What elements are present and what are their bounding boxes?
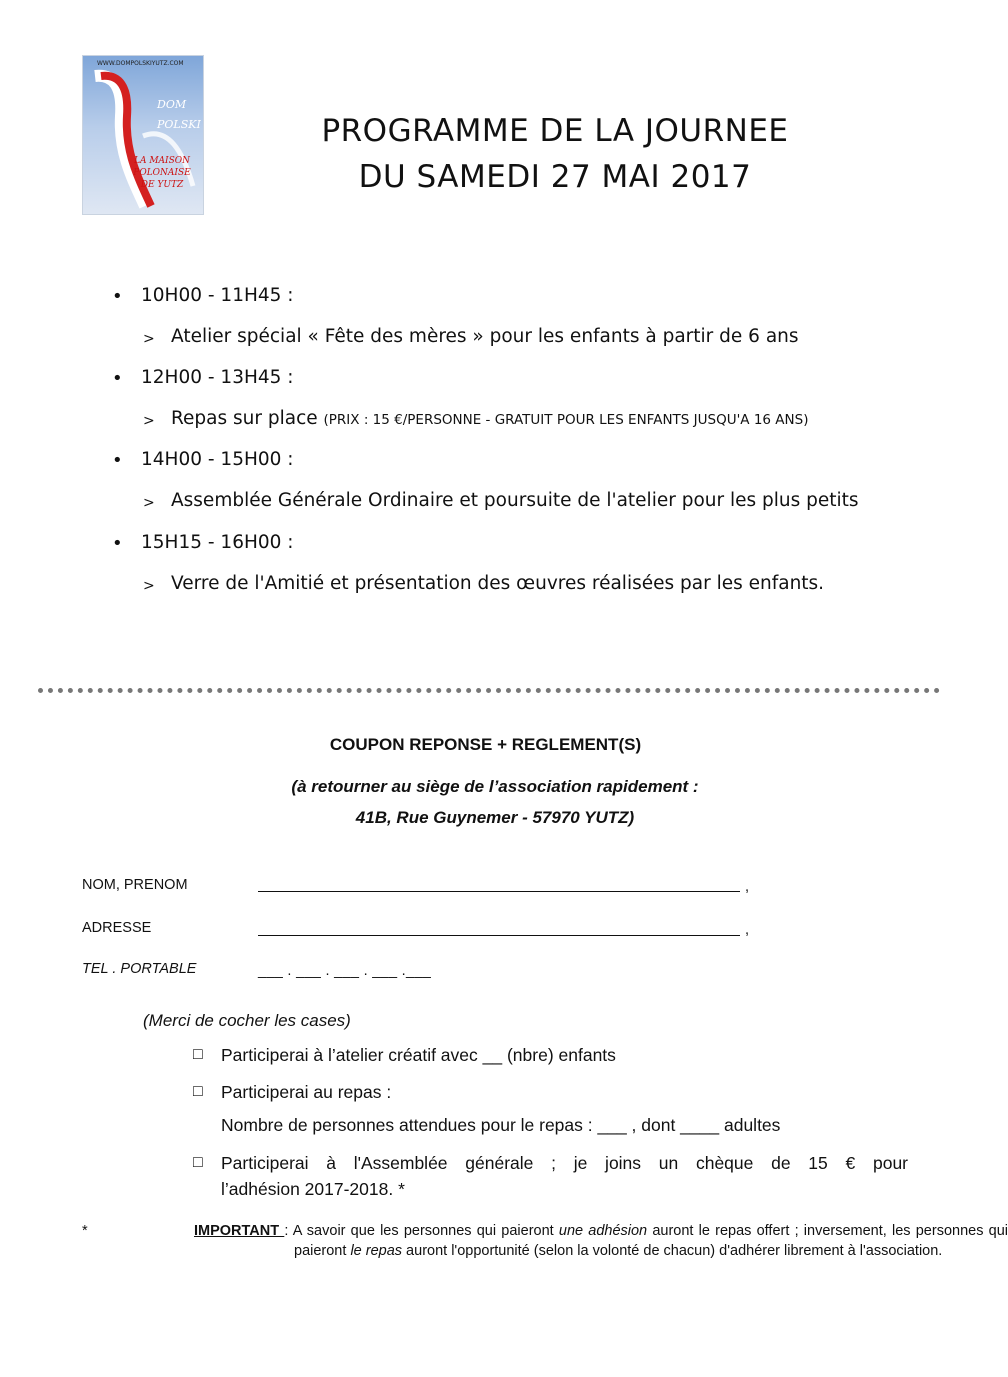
- note-asterisk: *: [82, 1223, 88, 1239]
- program-activity: [171, 408, 808, 429]
- arrow-icon: >: [143, 413, 155, 429]
- arrow-icon: >: [143, 578, 155, 594]
- checkbox-assembly-label-line1: Participerai à l'Assemblée générale ; je joins un chèque de 15 € pour: [221, 1153, 908, 1173]
- list-bullet: •: [112, 286, 123, 307]
- coupon-subtitle: (à retourner au siège de l’association rapidement :: [291, 777, 699, 796]
- important-label: IMPORTANT: [194, 1223, 285, 1239]
- checkbox-assembly-label-line2: l’adhésion 2017-2018. *: [221, 1179, 405, 1199]
- list-bullet: •: [112, 533, 123, 554]
- program-time: 15H15 - 16H00 :: [141, 532, 294, 553]
- program-activity: Atelier spécial « Fête des mères » pour les enfants à partir de 6 ans: [171, 326, 799, 347]
- coupon-address: 41B, Rue Guynemer - 57970 YUTZ): [355, 808, 635, 827]
- name-label: NOM, PRENOM: [82, 877, 188, 893]
- logo-url: WWW.DOMPOLSKIYUTZ.COM: [97, 60, 184, 67]
- address-label: ADRESSE: [82, 920, 152, 936]
- program-time: 14H00 - 15H00 :: [141, 449, 294, 470]
- important-note: [194, 1222, 1008, 1261]
- note-text-3: auront l'opportunité (selon la volonté de chacun) d'adhérer librement à l'association.: [402, 1242, 943, 1259]
- arrow-icon: >: [143, 331, 155, 347]
- program-activity-text: Repas sur place: [171, 408, 324, 429]
- page-title-line1: PROGRAMME DE LA JOURNEE: [321, 113, 789, 149]
- logo-text-maison: LA MAISON POLONAISE DE YUTZ: [133, 156, 191, 190]
- checkbox-meal[interactable]: □: [193, 1083, 203, 1100]
- list-bullet: •: [112, 368, 123, 389]
- logo-text-polski: POLSKI: [157, 118, 201, 131]
- note-text-2: auront le repas offert ; inversement, les personnes qui paieront: [294, 1223, 1008, 1259]
- list-bullet: •: [112, 450, 123, 471]
- meal-count-line: Nombre de personnes attendues pour le repas : ___ , dont ____ adultes: [221, 1115, 781, 1135]
- program-activity: Assemblée Générale Ordinaire et poursuite de l'atelier pour les plus petits: [171, 490, 859, 511]
- phone-field[interactable]: ___ . ___ . ___ . ___ .___: [258, 963, 432, 979]
- arrow-icon: >: [143, 495, 155, 511]
- checkbox-meal-label: Participerai au repas :: [221, 1082, 392, 1102]
- dom-polski-logo: [82, 55, 204, 215]
- coupon-title: COUPON REPONSE + REGLEMENT(S): [329, 735, 642, 754]
- program-price-note: (PRIX : 15 €/PERSONNE - GRATUIT POUR LES ENFANTS JUSQU'A 16 ANS): [323, 412, 809, 428]
- checkbox-workshop-label: Participerai à l’atelier créatif avec __ (nbre) enfants: [221, 1045, 616, 1065]
- note-emphasis-membership: une adhésion: [558, 1223, 648, 1239]
- program-time: 10H00 - 11H45 :: [141, 285, 294, 306]
- comma: ,: [745, 922, 750, 938]
- logo-text-dom: DOM: [157, 98, 187, 111]
- phone-label: TEL . PORTABLE: [82, 961, 197, 977]
- checkbox-assembly[interactable]: □: [193, 1154, 203, 1171]
- program-time: 12H00 - 13H45 :: [141, 367, 294, 388]
- comma: ,: [745, 879, 750, 895]
- checkbox-instructions: (Merci de cocher les cases): [143, 1011, 351, 1030]
- program-activity: Verre de l'Amitié et présentation des œuvres réalisées par les enfants.: [171, 573, 825, 594]
- name-field[interactable]: [258, 891, 740, 892]
- address-field[interactable]: [258, 935, 740, 936]
- page-title-line2: DU SAMEDI 27 MAI 2017: [358, 159, 752, 195]
- note-text-1: : A savoir que les personnes qui paieront: [284, 1223, 559, 1239]
- note-emphasis-meal: le repas: [350, 1242, 403, 1259]
- cut-line-divider: [38, 688, 940, 693]
- checkbox-workshop[interactable]: □: [193, 1046, 203, 1063]
